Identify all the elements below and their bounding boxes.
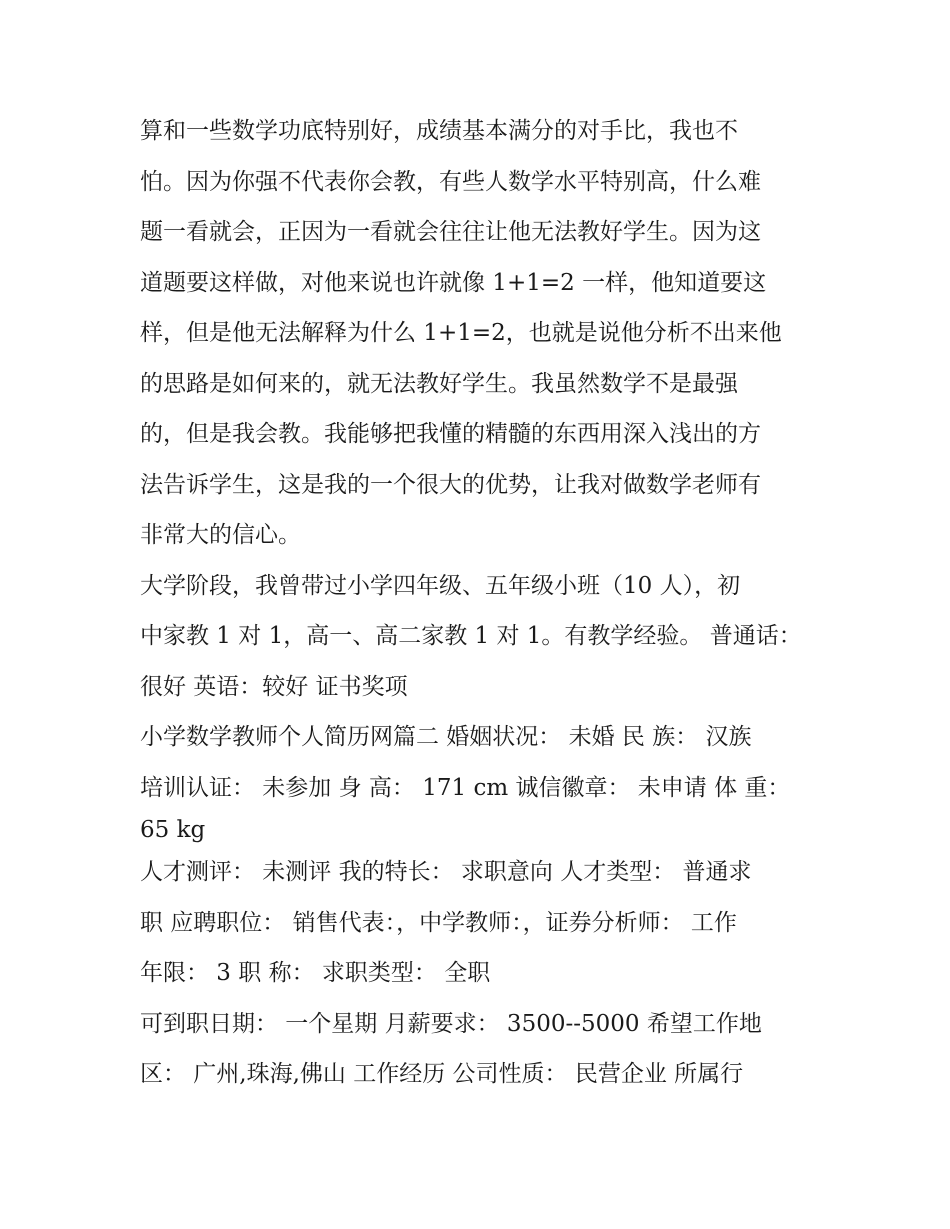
text-line: 算和一些数学功底特别好，成绩基本满分的对手比，我也不 bbox=[140, 118, 738, 144]
text-line: 道题要这样做，对他来说也许就像 1+1=2 一样，他知道要这 bbox=[140, 269, 767, 296]
text-line: 大学阶段，我曾带过小学四年级、五年级小班（10 人），初 bbox=[140, 572, 741, 599]
text-line: 中家教 1 对 1，高一、高二家教 1 对 1。有教学经验。 普通话： bbox=[140, 623, 802, 649]
text-line: 的思路是如何来的，就无法教好学生。我虽然数学不是最强 bbox=[140, 370, 738, 397]
paragraph-availability bbox=[140, 999, 820, 1100]
text-line: 小学数学教师个人简历网篇二 婚姻状况： 未婚 民 族： 汉族 bbox=[140, 724, 752, 750]
paragraph-job-intention bbox=[140, 847, 820, 999]
text-line: 的，但是我会教。我能够把我懂的精髓的东西用深入浅出的方 bbox=[140, 421, 761, 447]
document-body bbox=[140, 106, 820, 1100]
text-line: 职 应聘职位： 销售代表：，中学教师：，证券分析师： 工作 bbox=[140, 909, 737, 936]
text-line: 65 kg bbox=[140, 817, 206, 843]
text-line: 人才测评： 未测评 我的特长： 求职意向 人才类型： 普通求 bbox=[140, 859, 752, 885]
text-line: 区： 广州,珠海,佛山 工作经历 公司性质： 民营企业 所属行 bbox=[140, 1061, 744, 1087]
text-line: 法告诉学生，这是我的一个很大的优势，让我对做数学老师有 bbox=[140, 471, 761, 498]
text-line: 怕。因为你强不代表你会教，有些人数学水平特别高，什么难 bbox=[140, 168, 761, 195]
text-line: 样，但是他无法解释为什么 1+1=2，也就是说他分析不出来他 bbox=[140, 320, 782, 346]
text-line: 非常大的信心。 bbox=[140, 522, 301, 548]
paragraph-teaching-experience bbox=[140, 561, 820, 713]
text-line: 题一看就会，正因为一看就会往往让他无法教好学生。因为这 bbox=[140, 219, 761, 245]
text-line: 年限： 3 职 称： 求职类型： 全职 bbox=[140, 960, 491, 986]
paragraph-personal-info bbox=[140, 712, 820, 847]
paragraph-teaching-confidence bbox=[140, 106, 820, 561]
text-line: 可到职日期： 一个星期 月薪要求： 3500--5000 希望工作地 bbox=[140, 1010, 762, 1037]
text-line: 很好 英语：较好 证书奖项 bbox=[140, 673, 408, 700]
text-line: 培训认证： 未参加 身 高： 171 cm 诚信徽章： 未申请 体 重： bbox=[140, 774, 791, 801]
